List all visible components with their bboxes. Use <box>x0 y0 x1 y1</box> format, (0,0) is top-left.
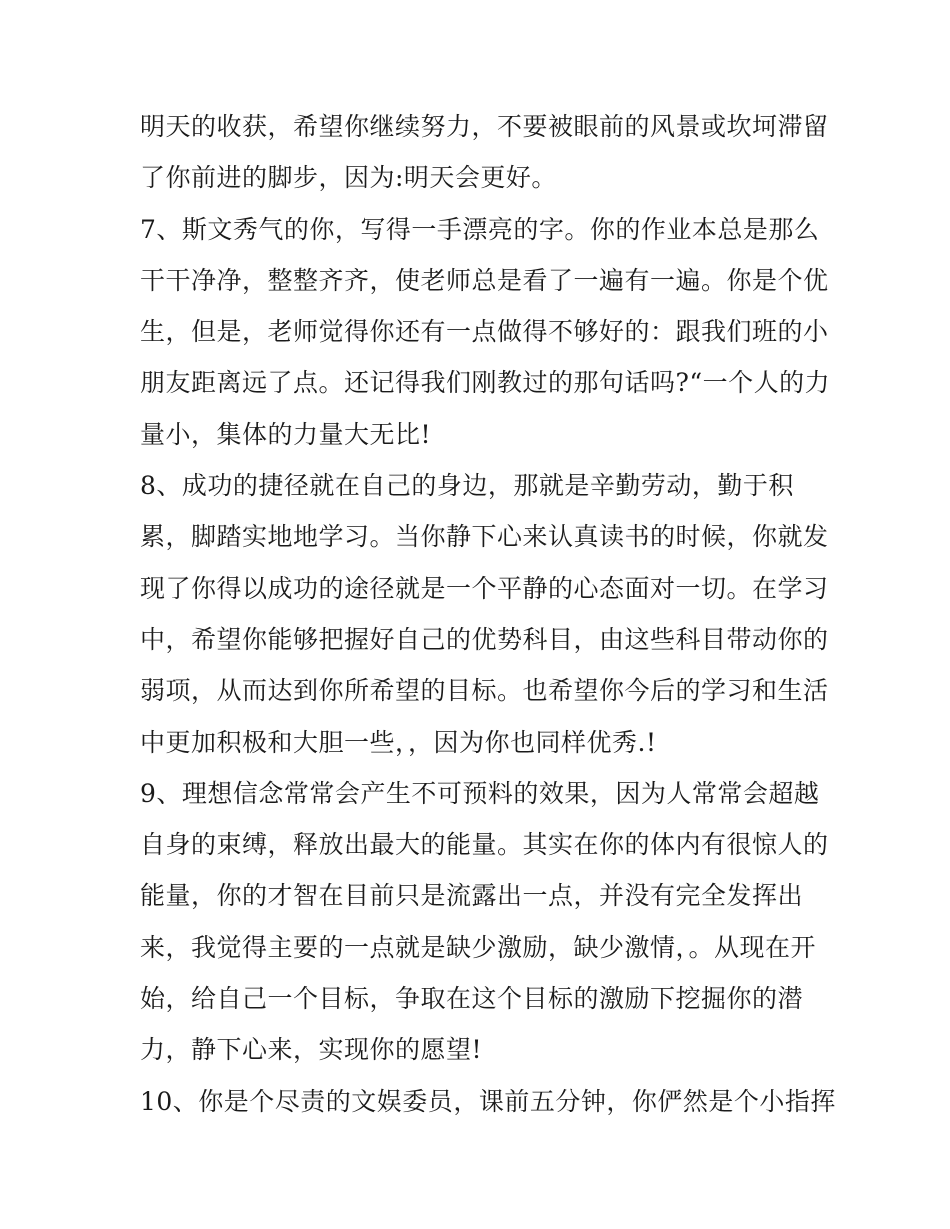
text-line: 9、理想信念常常会产生不可预料的效果，因为人常常会超越 <box>140 778 820 808</box>
text-line: 生，但是，老师觉得你还有一点做得不够好的：跟我们班的小 <box>140 317 829 347</box>
text-line: 干干净净，整整齐齐，使老师总是看了一遍有一遍。你是个优 <box>140 265 829 295</box>
text-line: 量小，集体的力量大无比! <box>140 419 432 449</box>
text-line: 自身的束缚，释放出最大的能量。其实在你的体内有很惊人的 <box>140 830 829 860</box>
text-line: 能量，你的才智在目前只是流露出一点，并没有完全发挥出 <box>140 881 804 911</box>
text-line: 来，我觉得主要的一点就是缺少激励，缺少激情，。从现在开 <box>140 932 817 962</box>
text-line: 弱项，从而达到你所希望的目标。也希望你今后的学习和生活 <box>140 676 829 706</box>
text-line: 现了你得以成功的途径就是一个平静的心态面对一切。在学习 <box>140 573 829 603</box>
document-body <box>140 101 836 1127</box>
text-line: 8、成功的捷径就在自己的身边，那就是辛勤劳动，勤于积 <box>140 471 794 501</box>
text-line: 始，给自己一个目标，争取在这个目标的激励下挖掘你的潜 <box>140 984 804 1014</box>
text-line: 累，脚踏实地地学习。当你静下心来认真读书的时候，你就发 <box>140 522 829 552</box>
text-line: 力，静下心来，实现你的愿望! <box>140 1035 483 1065</box>
text-line: 7、斯文秀气的你，写得一手漂亮的字。你的作业本总是那么 <box>140 214 820 244</box>
text-line: 中，希望你能够把握好自己的优势科目，由这些科目带动你的 <box>140 624 829 654</box>
text-line: 朋友距离远了点。还记得我们刚教过的那句话吗?“一个人的力 <box>140 368 831 398</box>
text-line: 明天的收获，希望你继续努力，不要被眼前的风景或坎坷滞留 <box>140 112 829 141</box>
text-line: 10、你是个尽责的文娱委员，课前五分钟，你俨然是个小指挥 <box>140 1086 836 1116</box>
text-line: 中更加积极和大胆一些，，因为你也同样优秀.! <box>140 727 657 757</box>
text-line: 了你前进的脚步，因为:明天会更好。 <box>140 163 557 193</box>
